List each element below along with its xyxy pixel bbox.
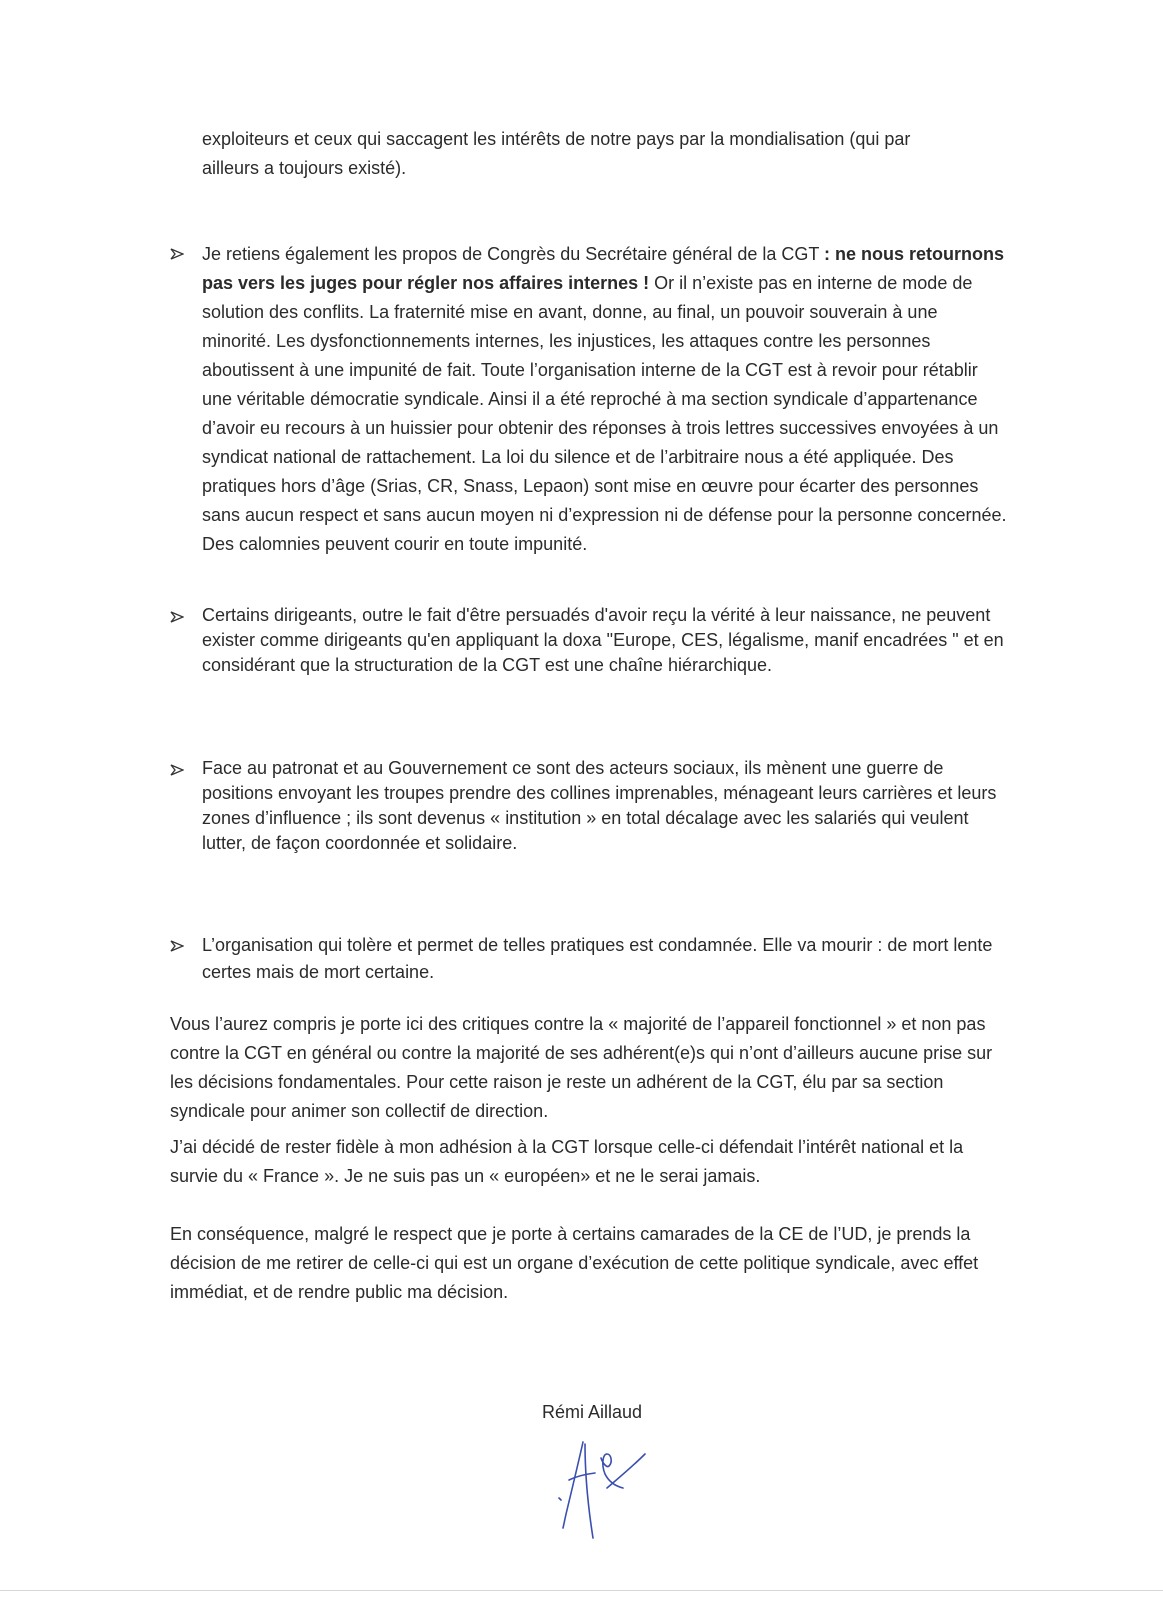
signatory-name: Rémi Aillaud: [542, 1402, 643, 1422]
bullet-text-part-1: Je retiens également les propos de Congrès du Secrétaire général de la CGT: [202, 244, 825, 264]
paragraph-fidelite: [170, 1133, 1010, 1191]
bullet-item-dirigeants: [170, 603, 1010, 678]
paragraph-text: En conséquence, malgré le respect que je porte à certains camarades de la CE de l’UD, je prends la décision de me retirer de celle-ci qui est un organe d’exécution de cette politique syndicale, avec effet immédiat, et de rendre public ma décision.: [170, 1224, 979, 1302]
bullet-text: [202, 240, 1010, 559]
arrowhead-bullet-icon: [170, 240, 194, 269]
bullet-item-patronat: [170, 756, 1010, 856]
arrowhead-bullet-icon: [170, 603, 194, 632]
bullet-text: Certains dirigeants, outre le fait d'être persuadés d'avoir reçu la vérité à leur naissance, ne peuvent exister comme dirigeants qu'en appliquant la doxa "Europe, CES, légalisme, manif encadrées " et en considérant que la structuration de la CGT est une chaîne hiérarchique.: [202, 605, 1004, 675]
continuation-line-2: ailleurs a toujours existé).: [202, 158, 407, 178]
bullet-text-bold: : ne nous retournons pas vers les juges pour régler nos affaires internes !: [202, 244, 1005, 293]
continuation-line-1: exploiteurs et ceux qui saccagent les intérêts de notre pays par la mondialisation (qui par: [202, 129, 911, 149]
paragraph-critiques: [170, 1010, 1010, 1126]
scan-edge-line: [0, 1590, 1163, 1591]
signature-icon: [555, 1440, 665, 1550]
bullet-text: Face au patronat et au Gouvernement ce sont des acteurs sociaux, ils mènent une guerre de positions envoyant les troupes prendre des collines imprenables, ménageant leurs carrières et leurs zones d’influence ; ils sont devenus « institution » en total décalage avec les salariés qui veulent lutter, de façon coordonnée et solidaire.: [202, 758, 997, 853]
bullet-text: L’organisation qui tolère et permet de telles pratiques est condamnée. Elle va mourir : de mort lente certes mais de mort certaine.: [202, 935, 993, 982]
paragraph-text: Vous l’aurez compris je porte ici des critiques contre la « majorité de l’appareil fonctionnel » et non pas contre la CGT en général ou contre la majorité de ses adhérent(e)s qui n’ont d’ailleurs aucune prise sur les décisions fondamentales. Pour cette raison je reste un adhérent de la CGT, élu par sa section syndicale pour animer son collectif de direction.: [170, 1014, 993, 1121]
paragraph-decision: [170, 1220, 1010, 1307]
continuation-text: [202, 125, 1010, 183]
handwritten-signature: [555, 1440, 665, 1555]
paragraph-text: J’ai décidé de rester fidèle à mon adhésion à la CGT lorsque celle-ci défendait l’intérêt national et la survie du « France ». Je ne suis pas un « européen» et ne le serai jamais.: [170, 1137, 964, 1186]
bullet-text-part-2: Or il n’existe pas en interne de mode de solution des conflits. La fraternité mise en avant, donne, au final, un pouvoir souverain à une minorité. Les dysfonctionnements internes, les injustices, les attaques contre les personnes aboutissent à une impunité de fait. Toute l’organisation interne de la CGT est à revoir pour rétablir une véritable démocratie syndicale. Ainsi il a été reproché à ma section syndicale d’appartenance d’avoir eu recours à un huissier pour obtenir des réponses à trois lettres successives envoyées à un syndicat national de rattachement. La loi du silence et de l’arbitraire nous a été appliquée. Des pratiques hors d’âge (Srias, CR, Snass, Lepaon) sont mise en œuvre pour écarter des personnes sans aucun respect et sans aucun moyen ni d’expression ni de défense pour la personne concernée. Des calomnies peuvent courir en toute impunité.: [202, 273, 1007, 554]
arrowhead-bullet-icon: [170, 932, 194, 961]
bullet-item-juges: [170, 240, 1010, 559]
bullet-item-organisation: [170, 932, 1010, 986]
arrowhead-bullet-icon: [170, 756, 194, 785]
